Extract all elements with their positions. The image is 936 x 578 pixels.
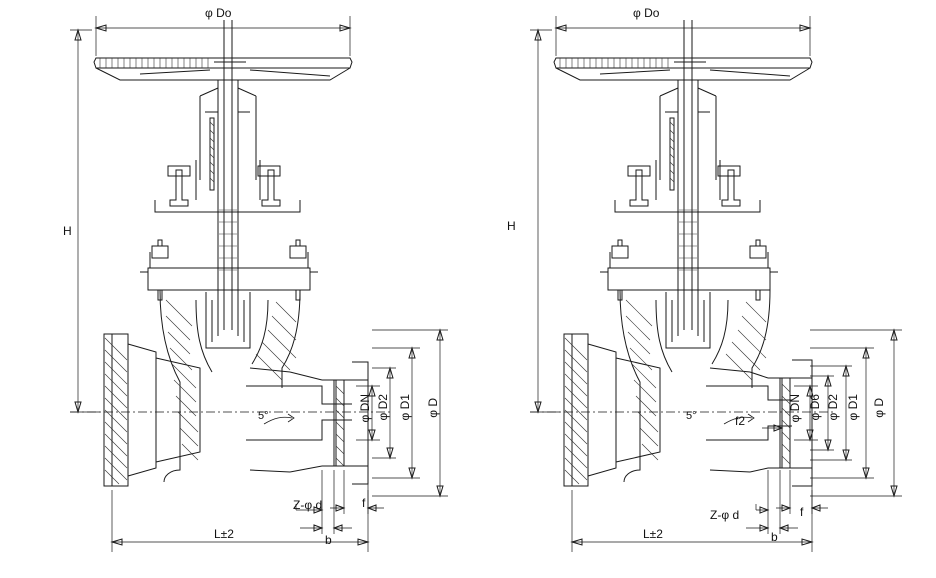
right-bonnet-body (600, 166, 778, 482)
left-bonnet-body (140, 166, 318, 482)
right-end-flange (564, 334, 660, 486)
right-weld-end (706, 360, 812, 486)
right-label-d: φ D (872, 398, 886, 418)
right-label-taper: 5° (686, 410, 697, 422)
right-label-d1: φ D1 (846, 394, 860, 421)
right-label-f2: f2 (735, 414, 746, 428)
left-dimensions (70, 16, 448, 552)
right-label-h: H (507, 219, 516, 233)
left-label-do: φ Do (205, 6, 232, 20)
left-label-dn: φ DN (358, 394, 372, 423)
right-handwheel (554, 58, 812, 80)
left-label-h: H (63, 224, 72, 238)
right-label-b: b (771, 530, 778, 544)
left-label-b: b (325, 533, 332, 547)
right-label-do: φ Do (633, 6, 660, 20)
right-label-f: f (800, 505, 804, 519)
right-label-dn: φ DN (788, 394, 802, 423)
right-stem-yoke (656, 20, 720, 330)
left-label-taper: 5° (258, 410, 269, 422)
right-body-hatching (626, 300, 766, 460)
left-label-d2: φ D2 (376, 394, 390, 421)
right-label-d6: φ D6 (808, 394, 822, 421)
right-label-d2: φ D2 (826, 394, 840, 421)
left-label-d1: φ D1 (398, 394, 412, 421)
right-label-zd: Z-φ d (710, 508, 740, 522)
right-label-l: L±2 (643, 527, 663, 541)
left-handwheel (94, 58, 352, 80)
left-body-hatching (166, 300, 296, 460)
right-view-geometry (530, 16, 902, 552)
left-label-zd: Z-φ d (293, 498, 323, 512)
left-label-d: φ D (426, 398, 440, 418)
left-view-geometry (70, 16, 448, 552)
left-label-l: L±2 (214, 527, 234, 541)
left-stem-yoke (196, 20, 260, 330)
left-right-flange (246, 362, 368, 484)
left-label-f: f (362, 496, 366, 510)
left-end-flange (104, 334, 200, 486)
